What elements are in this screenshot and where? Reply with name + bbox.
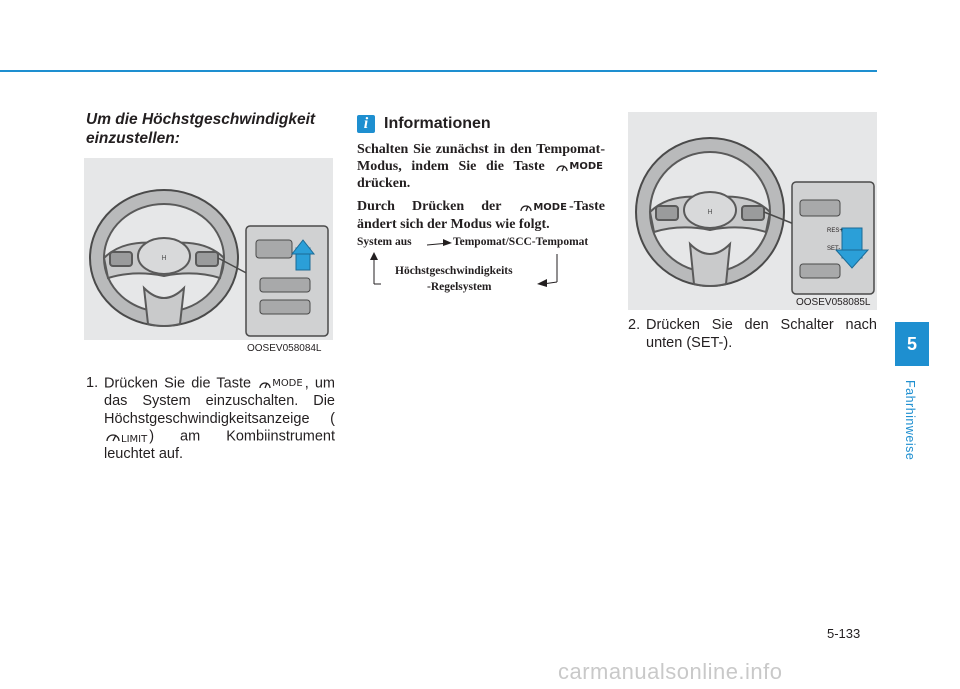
step-number: 1. <box>86 375 99 391</box>
step-text: , um das System einzuschalten. Die Höchstgeschwindigkeitsanzeige ( <box>104 375 336 427</box>
section-heading: Um die Höchstgeschwindigkeit einzustellen: <box>86 111 316 147</box>
cruise-mode-symbol: MODE <box>556 158 603 175</box>
watermark: carmanualsonline.info <box>558 659 783 684</box>
flow-limiter-line1: Höchstgeschwindigkeits <box>395 265 513 277</box>
arrow-up-icon <box>367 252 381 286</box>
page-number: 5-133 <box>827 626 861 641</box>
set-label: SET- <box>827 246 841 252</box>
step-1 <box>86 375 335 464</box>
info-paragraph-1: Schalten Sie zunächst in den Tempomat-Modus, indem Sie die Taste MODE drücken. <box>357 142 605 192</box>
step-text: ) am Kombiinstrument leuchtet auf. <box>104 428 335 463</box>
info-title: Informationen <box>384 115 491 132</box>
arrow-right-icon <box>427 238 453 248</box>
steering-wheel-illustration <box>628 112 877 310</box>
chapter-tab[interactable]: 5 <box>895 322 929 366</box>
cruise-mode-symbol: MODE <box>259 375 303 393</box>
speedometer-icon <box>520 202 532 212</box>
steering-wheel-illustration <box>84 158 333 340</box>
cruise-mode-symbol: MODE <box>520 199 567 216</box>
figure-code: OOSEV058085L <box>796 297 871 308</box>
flow-limiter-line2: -Regelsystem <box>427 281 492 293</box>
figure-steering-wheel-set <box>628 112 877 310</box>
speedometer-icon <box>556 162 568 172</box>
step-text: Drücken Sie die Taste <box>104 375 252 392</box>
speed-limit-symbol: LIMIT <box>106 428 147 446</box>
speedometer-icon <box>259 379 271 389</box>
step-text: Drücken Sie den Schalter nach unten (SET-). <box>646 317 877 351</box>
arrow-left-icon <box>537 254 561 288</box>
chapter-label: Fahrhinweise <box>903 380 917 461</box>
mode-flow-diagram <box>357 232 617 302</box>
info-icon: i <box>357 115 375 133</box>
figure-steering-wheel-mode <box>84 158 333 340</box>
flow-cruise: Tempomat/SCC-Tempomat <box>453 236 589 248</box>
svg-text:H: H <box>707 209 713 216</box>
info-box <box>357 115 605 233</box>
figure-code: OOSEV058084L <box>247 343 322 354</box>
step-number: 2. <box>628 317 641 333</box>
speed-limit-icon <box>106 431 120 443</box>
flow-system-off: System aus <box>357 236 412 248</box>
step-2 <box>628 317 877 352</box>
svg-text:H: H <box>161 255 167 262</box>
res-label: RES+ <box>827 228 843 234</box>
top-rule <box>0 70 877 72</box>
info-paragraph-2: Durch Drücken der MODE -Taste ändert sich der Modus wie folgt. <box>357 199 605 232</box>
